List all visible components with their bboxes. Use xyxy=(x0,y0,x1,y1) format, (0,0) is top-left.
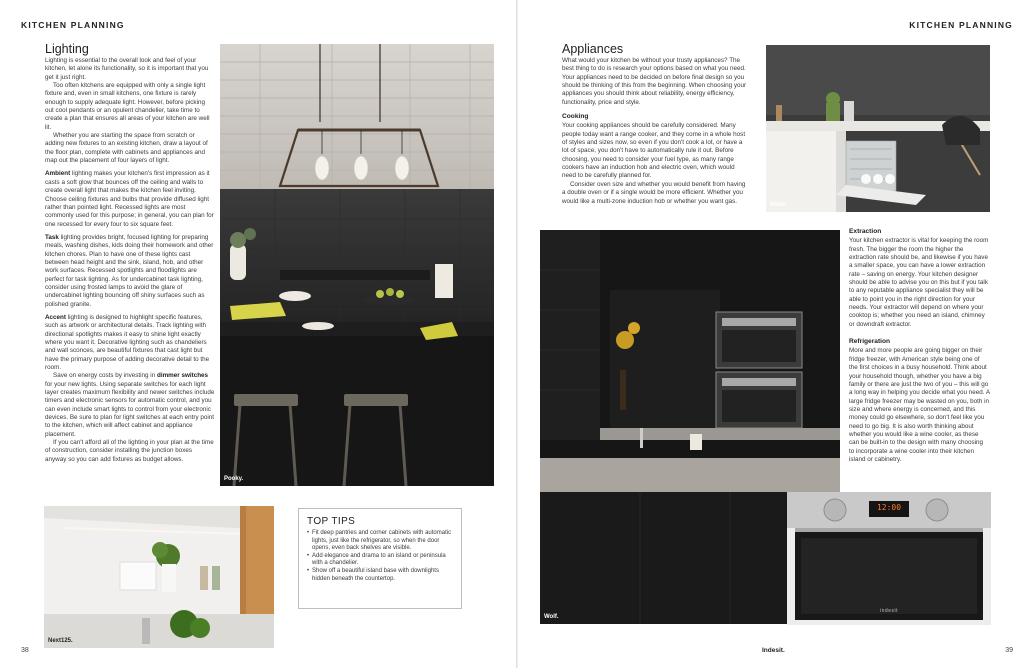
dimmer-text-a: Save on energy costs by investing in xyxy=(53,372,157,380)
top-tips-title: TOP TIPS xyxy=(307,516,356,527)
indesit-oven-photo xyxy=(787,492,991,625)
appliances-column xyxy=(562,42,749,206)
running-head-left: KITCHEN PLANNING xyxy=(21,20,125,30)
photo-credit: Wolf. xyxy=(544,614,559,620)
extraction-column xyxy=(849,228,990,464)
running-head-right: KITCHEN PLANNING xyxy=(909,20,1013,30)
cooking-paragraph: Consider oven size and whether you would benefit from having a double oven or if a single would be more efficient. Whether you would like a multi-zone induction hob or whether you want gas. xyxy=(562,180,746,205)
refrigeration-heading: Refrigeration xyxy=(849,338,891,346)
top-tips-item: • Add elegance and drama to an island or peninsula with a chandelier. xyxy=(307,553,453,568)
photo-credit: Miele. xyxy=(770,202,787,208)
lighting-heading: Lighting xyxy=(45,42,89,56)
oven-display: 12:00 xyxy=(876,503,902,512)
task-paragraph xyxy=(45,234,215,309)
top-tips-list xyxy=(307,530,453,583)
ambient-lead: Ambient xyxy=(45,170,71,178)
page-number-right: 39 xyxy=(1005,647,1013,654)
top-tips-item: • Fit deep pantries and corner cabinets with automatic lights, just like the refrigerator, so when the door opens, even back shelves are visible. xyxy=(307,530,453,553)
task-lead: Task xyxy=(45,233,59,241)
dimmer-paragraph xyxy=(45,372,215,439)
extraction-heading: Extraction xyxy=(849,228,882,235)
accent-paragraph xyxy=(45,314,215,372)
pooky-kitchen-image xyxy=(220,44,494,486)
cooking-heading: Cooking xyxy=(562,113,589,121)
top-tips-box xyxy=(298,508,462,609)
page-gutter xyxy=(516,0,518,668)
page-number-left: 38 xyxy=(21,647,29,654)
top-tips-item: • Show off a beautiful island base with downlights hidden beneath the countertop. xyxy=(307,568,453,583)
accent-lead: Accent xyxy=(45,313,66,321)
oven-brand-label: indesit xyxy=(880,608,898,614)
next125-kitchen-photo xyxy=(44,506,274,648)
lighting-intro: Lighting is essential to the overall look and feel of your kitchen, let alone its functionality, so it is important that you get it just right. xyxy=(45,57,209,81)
accent-text: lighting is designed to highlight specific features, such as artwork or architectural details. Track lighting with directional spotlights makes it easy to shine light exactly where you want it. Decorative lighting such as chandeliers and wall sconces, are beautiful fixtures that cast light but have the primary purpose of adding decorative detail to the room. xyxy=(45,313,210,372)
dimmer-text-b: for your new lights. Using separate switches for each light layer creates maximum flexibility and newer switches include timers and electronic sensors for automatic control, and you can even include smart lights to control from your electronic devices. Be sure to plan for light switches at each entry point to the kitchen, which will affect cabinet and appliance placement. xyxy=(45,380,215,438)
ambient-paragraph xyxy=(45,170,215,228)
extraction-paragraph: Your kitchen extractor is vital for keeping the room fresh. The bigger the room the higher the extraction rate should be, and likewise if you have a smaller space, you can have a lower extraction rate – saving on energy. Your kitchen designer should be able to advise you on this but if you talk to any reputable appliance specialist they will be able to point you in the right direction for your needs. Your extractor will depend on where your cooktop is; whether you need an island, chimney or downdraft extractor. xyxy=(849,237,989,328)
refrigeration-paragraph: More and more people are going bigger on their fridge freezer, with American style being one of the first choices in a busy household. Think about your household though, whether you have a big family or there are just the two of you – this will go a long way in helping you decide what you need. A large fridge freezer may be wasted on you, both in size and where energy is concerned, and this money could go elsewhere, so don't feel like you need to go big. It is also worth thinking about whether you would like a wine cooler, as these can be built-in to the design with many choosing to incorporate a wine cooler into their kitchen island or cabinetry. xyxy=(849,347,990,463)
photo-credit: Pooky. xyxy=(224,476,244,482)
lighting-paragraph: Too often kitchens are equipped with only a single light fixture and, even in small kitchens, one fixture is rarely enough to supply adequate light. However, before picking out cool pendants or an opulent chandelier, take time to create a plan that ensures all areas of your kitchen are well lit. xyxy=(45,82,210,131)
ambient-text: lighting makes your kitchen's first impression as it casts a soft glow that bounces off the ceiling and walls to create overall light that makes the kitchen feel inviting. Choose ceiling fixtures and bulbs that provide diffused light rather than pointed light. Recessed lights are most commonly used for this purpose; in general, you can plan for one recessed for every four to six square feet. xyxy=(45,170,214,228)
next125-kitchen-image xyxy=(44,506,274,648)
task-text: lighting provides bright, focused lighting for preparing meals, washing dishes, kids doing their homework and other kitchen chores. Plan to have one of these lights cast between head height and the sink, island, hob, and other work surfaces. Recessed spotlights and floodlights are perfect for task lighting. As for undercabinet task lighting, consider using frosted lamps to avoid the glare of undercabinet lighting bouncing off shiny surfaces such as polished granite. xyxy=(45,233,214,308)
lighting-column xyxy=(45,42,215,464)
miele-dishwasher-photo xyxy=(766,45,990,212)
lighting-paragraph: Whether you are starting the space from scratch or adding new fixtures to an existing kitchen, draw a layout of the floor plan, complete with cabinets and appliances and map out the placement of four layers of light. xyxy=(45,132,208,165)
photo-credit: Indesit. xyxy=(762,647,785,654)
lighting-closing: If you can't afford all of the lighting in your plan at the time of construction, consider installing the junction boxes anyway so you can add fixtures as budget allows. xyxy=(45,439,214,463)
appliances-intro: What would your kitchen be without your trusty appliances? The best thing to do is research your options based on what you need. Your appliances need to be decided on before final design so you should be thinking of this from the beginning. When choosing your appliances you should think about reliability, energy efficiency, functionality, price and style. xyxy=(562,57,747,106)
appliances-heading: Appliances xyxy=(562,42,624,56)
photo-credit: Next125. xyxy=(48,638,73,644)
pooky-kitchen-photo xyxy=(220,44,494,486)
miele-dishwasher-image xyxy=(766,45,990,212)
dimmer-bold: dimmer switches xyxy=(156,372,209,380)
cooking-paragraph: Your cooking appliances should be carefully considered. Many people today want a range cooker, and they come in a whole host of styles and sizes now, so even if you don't cook a lot, or have a lot of space, you don't have to automatically rule it out. Before choosing, you need to consider your fuel type, as many range cookers have an induction hob and electric oven, which would need to be carefully planned for. xyxy=(562,122,746,180)
